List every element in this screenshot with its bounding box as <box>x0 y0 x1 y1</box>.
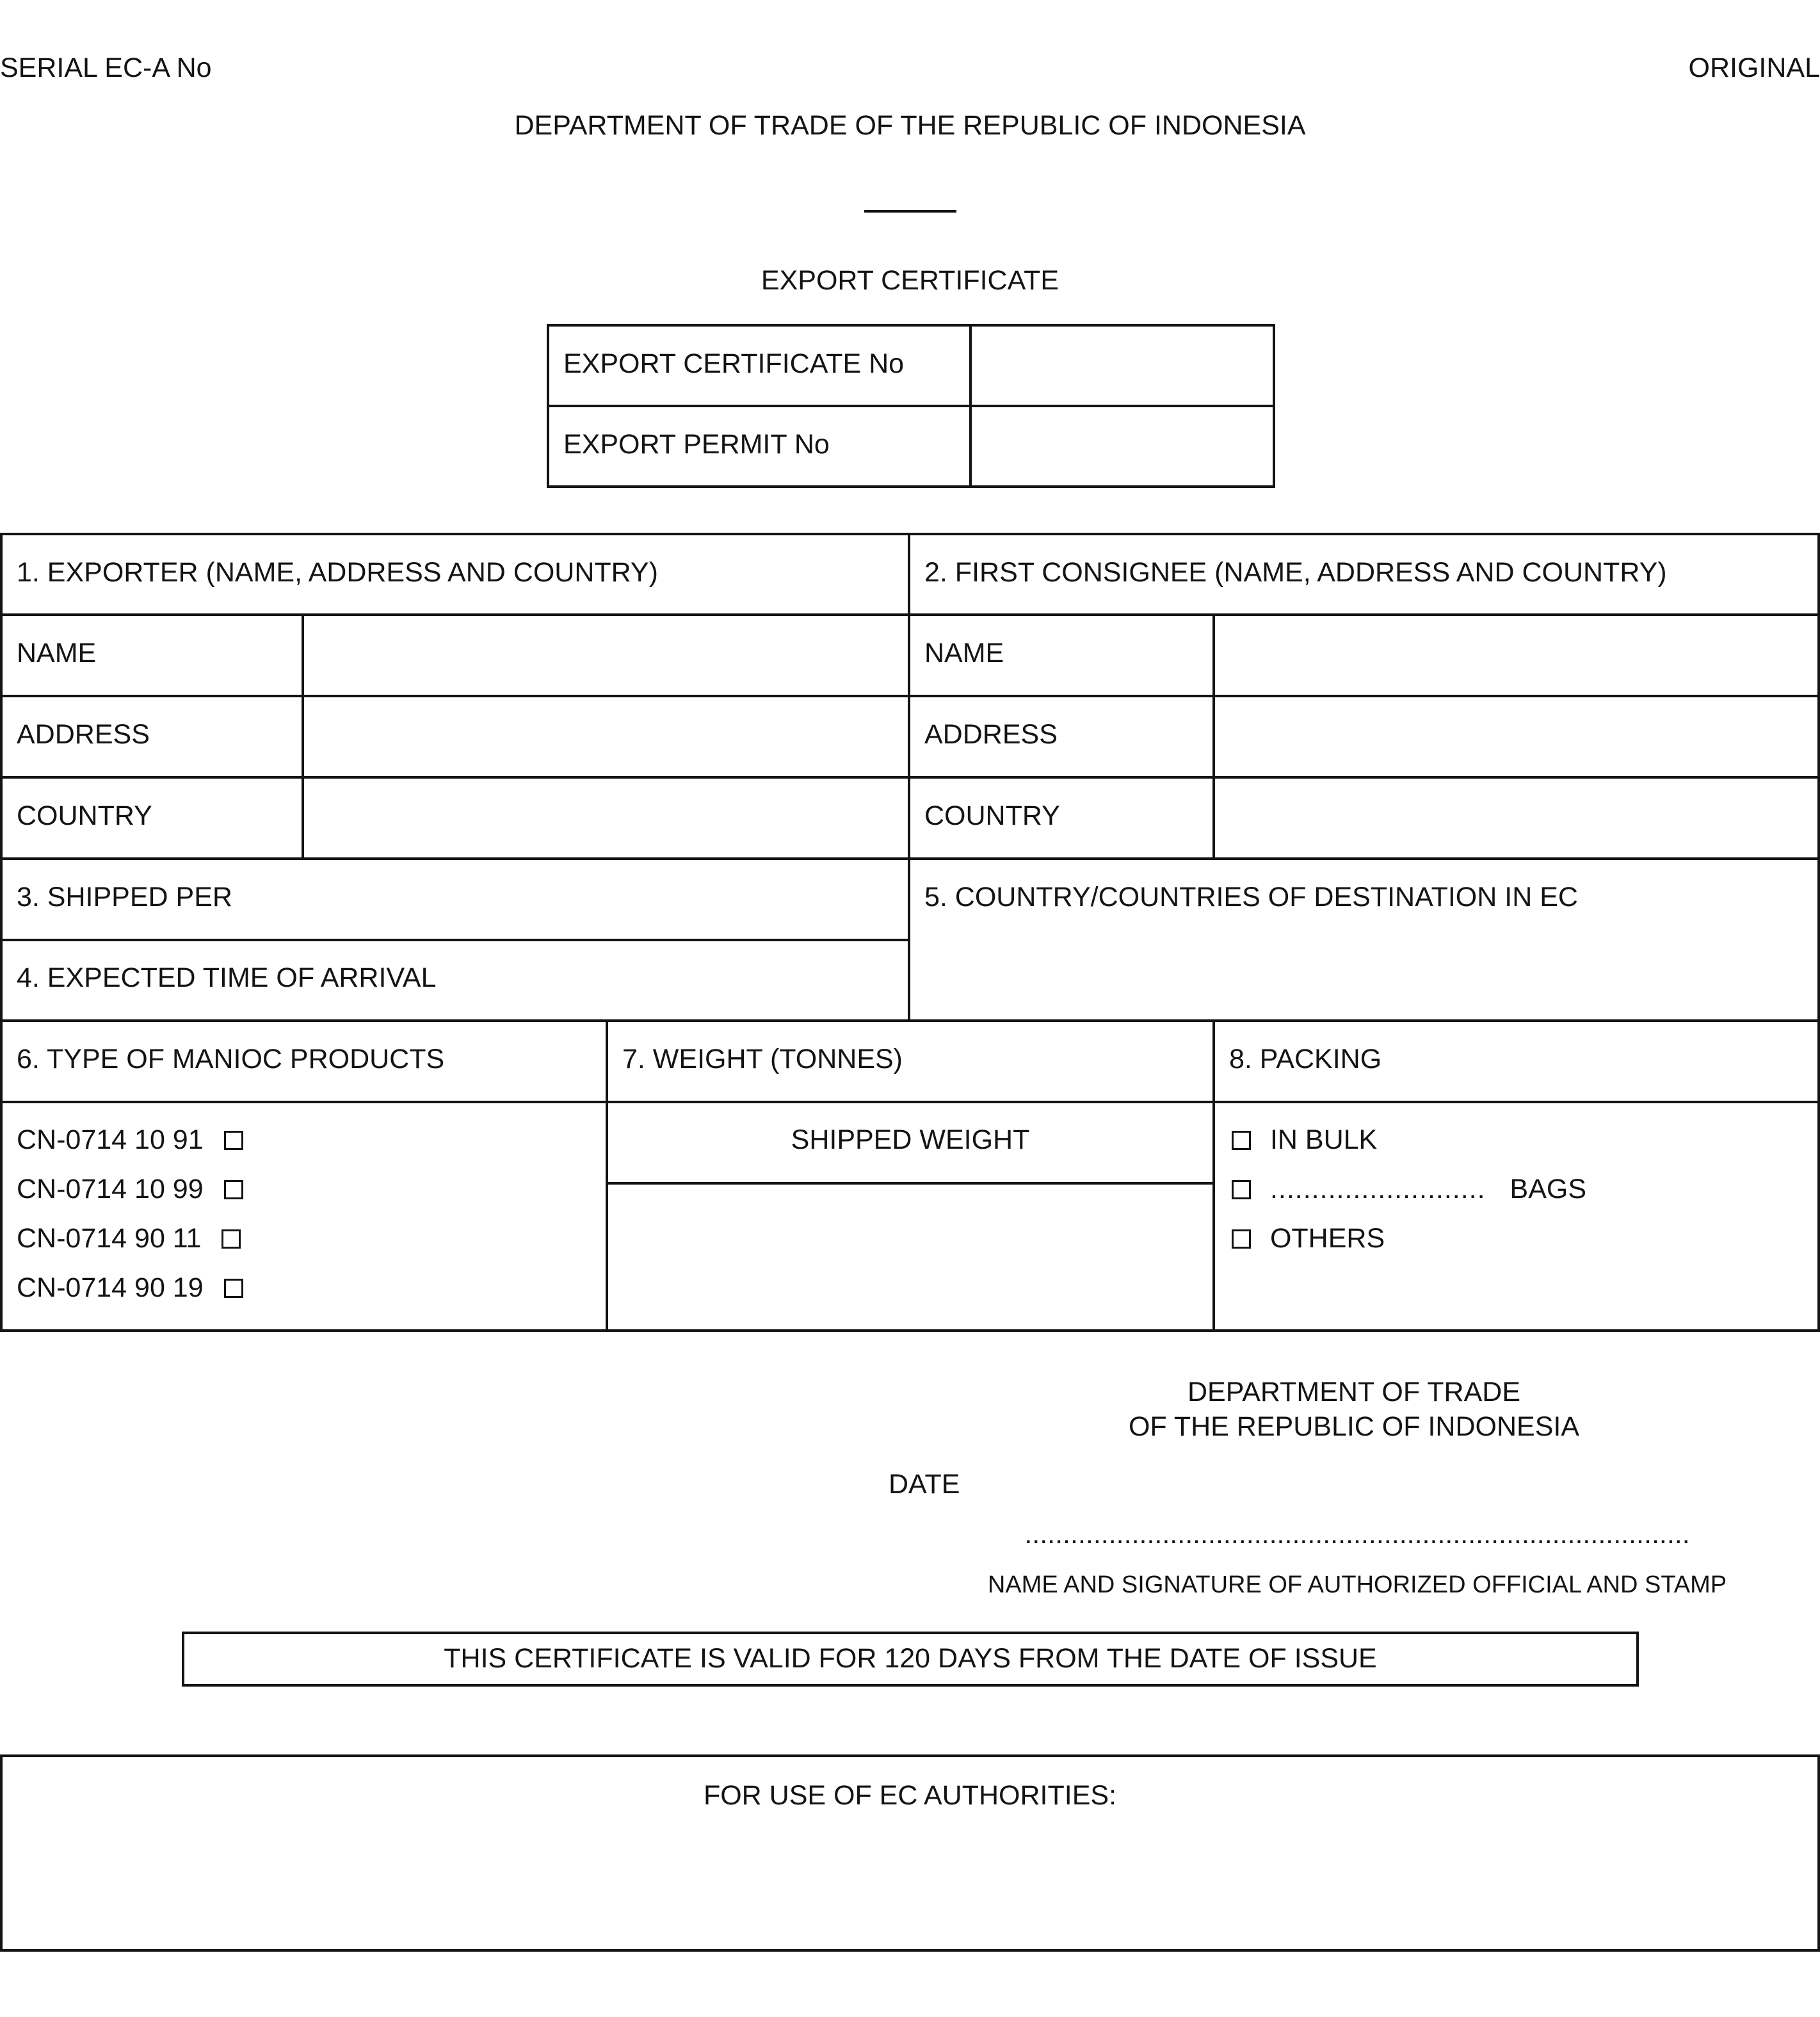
checkbox-icon[interactable] <box>224 1279 243 1298</box>
cn-code-option[interactable] <box>17 1272 243 1304</box>
checkbox-icon[interactable] <box>224 1180 243 1199</box>
certificate-no-label: EXPORT CERTIFICATE No <box>563 348 905 379</box>
packing-option-others[interactable] <box>1232 1223 1385 1254</box>
arrival-time-label: 4. EXPECTED TIME OF ARRIVAL <box>17 962 437 993</box>
exporter-heading: 1. EXPORTER (NAME, ADDRESS AND COUNTRY) <box>17 557 658 588</box>
packing-bulk-label: IN BULK <box>1269 1124 1378 1155</box>
consignee-heading: 2. FIRST CONSIGNEE (NAME, ADDRESS AND COUNTRY) <box>924 557 1667 588</box>
checkbox-icon[interactable] <box>221 1229 241 1249</box>
issuing-department-line1: DEPARTMENT OF TRADE <box>1187 1377 1521 1407</box>
divider <box>0 1101 1820 1103</box>
exporter-country-label: COUNTRY <box>17 800 152 831</box>
permit-no-field[interactable] <box>973 409 1271 484</box>
exporter-country-field[interactable] <box>306 780 906 856</box>
weight-heading: 7. WEIGHT (TONNES) <box>622 1044 903 1074</box>
checkbox-icon[interactable] <box>1232 1131 1251 1150</box>
date-label: DATE <box>889 1469 960 1500</box>
permit-no-label: EXPORT PERMIT No <box>563 429 830 460</box>
cn-code-option[interactable] <box>17 1124 243 1156</box>
department-title: DEPARTMENT OF TRADE OF THE REPUBLIC OF INDONESIA <box>514 110 1306 141</box>
divider <box>1212 613 1215 859</box>
cn-code-label: CN-0714 90 11 <box>17 1223 202 1254</box>
checkbox-icon[interactable] <box>224 1131 243 1150</box>
serial-number-label: SERIAL EC-A No <box>0 53 212 83</box>
checkbox-icon[interactable] <box>1232 1229 1251 1249</box>
issuing-department-line2: OF THE REPUBLIC OF INDONESIA <box>1128 1411 1580 1442</box>
divider <box>547 405 1275 407</box>
packing-bags-label: BAGS <box>1510 1174 1587 1204</box>
divider <box>606 1019 608 1332</box>
divider <box>606 1182 1214 1185</box>
signature-line[interactable]: ....................................................................................... <box>1024 1519 1690 1550</box>
divider <box>908 533 910 1021</box>
exporter-address-label: ADDRESS <box>17 719 150 750</box>
shipped-weight-label: SHIPPED WEIGHT <box>791 1124 1030 1155</box>
exporter-name-field[interactable] <box>306 617 906 693</box>
title-divider <box>864 210 956 213</box>
validity-notice: THIS CERTIFICATE IS VALID FOR 120 DAYS FROM THE DATE OF ISSUE <box>444 1643 1377 1674</box>
packing-option-bags[interactable] <box>1232 1174 1586 1205</box>
shipped-per-label: 3. SHIPPED PER <box>17 882 232 912</box>
consignee-name-label: NAME <box>924 638 1004 668</box>
ec-authorities-label: FOR USE OF EC AUTHORITIES: <box>703 1780 1117 1811</box>
destination-label: 5. COUNTRY/COUNTRIES OF DESTINATION IN EC <box>924 882 1578 912</box>
cn-code-option[interactable] <box>17 1223 241 1254</box>
packing-option-bulk[interactable] <box>1232 1124 1377 1156</box>
packing-others-label: OTHERS <box>1269 1223 1385 1254</box>
packing-heading: 8. PACKING <box>1229 1044 1382 1074</box>
certificate-no-field[interactable] <box>973 328 1271 403</box>
consignee-country-field[interactable] <box>1216 780 1817 856</box>
exporter-name-label: NAME <box>17 638 97 668</box>
cn-code-label: CN-0714 90 19 <box>17 1272 204 1303</box>
exporter-address-field[interactable] <box>306 699 906 775</box>
page-title: EXPORT CERTIFICATE <box>761 265 1059 296</box>
consignee-address-field[interactable] <box>1216 699 1817 775</box>
destination-field[interactable] <box>912 941 1817 1018</box>
consignee-name-field[interactable] <box>1216 617 1817 693</box>
checkbox-icon[interactable] <box>1232 1180 1251 1199</box>
bags-count-dots[interactable]: .......................... <box>1269 1174 1486 1204</box>
shipped-weight-field[interactable] <box>609 1186 1211 1329</box>
consignee-country-label: COUNTRY <box>924 800 1060 831</box>
cn-code-label: CN-0714 10 91 <box>17 1124 204 1155</box>
cn-code-option[interactable] <box>17 1174 243 1205</box>
divider <box>1212 1019 1215 1332</box>
cn-code-label: CN-0714 10 99 <box>17 1174 204 1204</box>
divider <box>302 613 304 859</box>
signature-caption: NAME AND SIGNATURE OF AUTHORIZED OFFICIAL AND STAMP <box>987 1571 1727 1598</box>
divider <box>0 939 910 941</box>
consignee-address-label: ADDRESS <box>924 719 1058 750</box>
original-label: ORIGINAL <box>1688 53 1820 83</box>
product-type-heading: 6. TYPE OF MANIOC PRODUCTS <box>17 1044 445 1074</box>
